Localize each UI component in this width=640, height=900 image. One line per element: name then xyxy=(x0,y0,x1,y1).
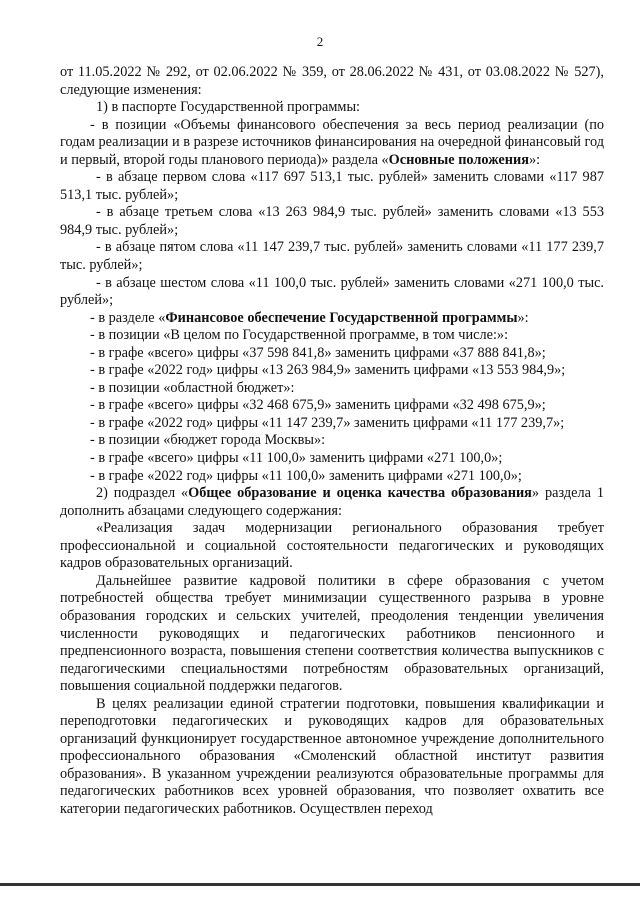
paragraph xyxy=(60,345,604,363)
text-run: - в абзаце третьем слова «13 263 984,9 тыс. рублей» заменить словами «13 553 984,9 тыс. рублей»; xyxy=(60,204,604,238)
text-run: - в графе «2022 год» цифры «13 263 984,9» заменить цифрами «13 553 984,9»; xyxy=(90,362,566,379)
paragraph xyxy=(60,239,604,274)
paragraph xyxy=(60,696,604,819)
text-run: - в позиции «В целом по Государственной программе, в том числе:»: xyxy=(90,327,509,344)
paragraph xyxy=(60,275,604,310)
text-run: »: xyxy=(528,151,541,168)
paragraph xyxy=(60,310,604,328)
bold-text: Общее образование и оценка качества образования xyxy=(188,485,532,502)
text-run: - в позиции «бюджет города Москвы»: xyxy=(90,432,326,449)
paragraph xyxy=(60,450,604,468)
text-run: - в абзаце пятом слова «11 147 239,7 тыс. рублей» заменить словами «11 177 239,7 тыс. рублей»; xyxy=(60,239,604,274)
text-run: 2) подраздел « xyxy=(96,485,189,502)
bold-text: Основные положения xyxy=(388,151,529,168)
paragraph xyxy=(60,397,604,415)
text-run: - в позиции «областной бюджет»: xyxy=(90,379,295,396)
text-run: - в абзаце шестом слова «11 100,0 тыс. рублей» заменить словами «271 100,0 тыс. рублей»; xyxy=(60,274,604,309)
text-run: » раздела 1 дополнить абзацами следующего содержания: xyxy=(60,485,604,519)
text-run: - в графе «2022 год» цифры «11 147 239,7» заменить цифрами «11 177 239,7»; xyxy=(90,414,565,431)
paragraph xyxy=(60,169,604,204)
text-run: Дальнейшее развитие кадровой политики в сфере образования с учетом потребностей общества требует минимизации существенного разрыва в уровне образования городских и сельских учителей, преодоления тенденции увеличения численности руководящих и педагогических работников пенсионного и предпенсионного возраста, повышения степени соответствия количества выпускников с педагогическими специальностями потребностям образовательных организаций, повышения социальной поддержки педагогов. xyxy=(60,572,604,695)
text-run: от 11.05.2022 № 292, от 02.06.2022 № 359, от 28.06.2022 № 431, от 03.08.2022 № 527), следующие изменения: xyxy=(60,64,604,98)
page-number: 2 xyxy=(316,34,324,49)
paragraph xyxy=(60,99,604,117)
text-run: - в графе «2022 год» цифры «11 100,0» заменить цифрами «271 100,0»; xyxy=(90,467,522,484)
paragraph xyxy=(60,485,604,520)
paragraph xyxy=(60,204,604,239)
bold-text: Финансовое обеспечение Государственной программы xyxy=(165,309,518,326)
bottom-rule xyxy=(0,883,640,886)
text-run: - в графе «всего» цифры «37 598 841,8» заменить цифрами «37 888 841,8»; xyxy=(90,344,546,361)
paragraph xyxy=(60,117,604,170)
paragraph xyxy=(60,64,604,99)
paragraph xyxy=(60,432,604,450)
text-run: »: xyxy=(517,309,529,326)
paragraph xyxy=(60,327,604,345)
text-run: 1) в паспорте Государственной программы: xyxy=(96,99,361,116)
paragraph xyxy=(60,415,604,433)
text-run: - в графе «всего» цифры «11 100,0» заменить цифрами «271 100,0»; xyxy=(90,450,503,467)
paragraph xyxy=(60,573,604,696)
text-run: «Реализация задач модернизации регионального образования требует профессиональной и социальной состоятельности педагогических и руководящих кадров образовательных организаций. xyxy=(60,520,604,572)
document-body xyxy=(60,64,604,819)
paragraph xyxy=(60,520,604,573)
text-run: - в разделе « xyxy=(90,309,166,326)
paragraph xyxy=(60,380,604,398)
text-run: - в абзаце первом слова «117 697 513,1 тыс. рублей» заменить словами «117 987 513,1 тыс. рублей»; xyxy=(60,169,604,203)
paragraph xyxy=(60,362,604,380)
text-run: - в позиции «Объемы финансового обеспечения за весь период реализации (по годам реализации и в разрезе источников финансирования на очередной финансовый год и первый, второй годы планового периода)» раздела « xyxy=(60,116,604,168)
text-run: В целях реализации единой стратегии подготовки, повышения квалификации и переподготовки педагогических и руководящих кадров для образовательных организаций функционирует государственное автономное учреждение дополнительного профессионального образования «Смоленский областной институт развития образования». В указанном учреждении реализуются образовательные программы для педагогических работников всех уровней образования, что позволяет охватить все категории педагогических работников. Осуществлен переход xyxy=(60,695,604,817)
text-run: - в графе «всего» цифры «32 468 675,9» заменить цифрами «32 498 675,9»; xyxy=(90,397,546,414)
paragraph xyxy=(60,468,604,486)
